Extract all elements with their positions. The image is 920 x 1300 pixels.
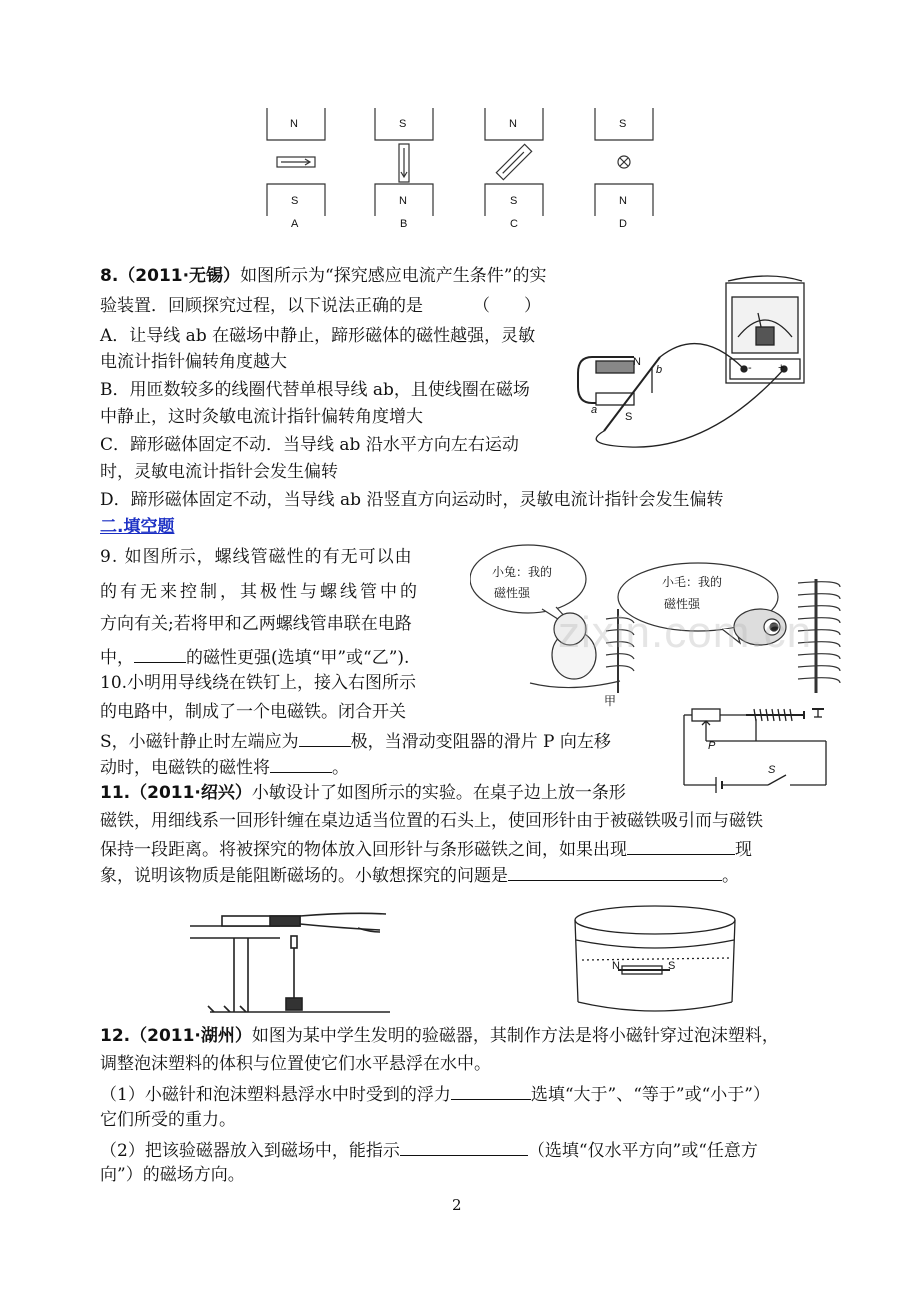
magnet-panels-figure xyxy=(255,108,675,238)
rabbit-bubble-line1: 小兔：我的 xyxy=(492,565,553,579)
q8-option-c-2: 时，灵敏电流计指针会发生偏转 xyxy=(100,462,338,482)
q12-direction-blank[interactable] xyxy=(400,1139,528,1156)
apparatus-n-label: N xyxy=(633,356,641,368)
q10-line2: 的电路中，制成了一个电磁铁。闭合开关 xyxy=(100,702,406,722)
apparatus-s-label: S xyxy=(625,411,633,423)
panel-a-bottom-pole: S xyxy=(291,195,299,207)
q12-part1-cont: 它们所受的重力。 xyxy=(100,1110,236,1130)
q10-pole-blank[interactable] xyxy=(299,730,351,747)
q12-line1: 12.（2011·湖州）如图为某中学生发明的验磁器，其制作方法是将小磁针穿过泡沫塑料， xyxy=(100,1026,779,1046)
q10-magnetism-blank[interactable] xyxy=(270,756,332,773)
panel-d-top-pole: S xyxy=(619,118,627,130)
q12-line2: 调整泡沫塑料的体积与位置使它们水平悬浮在水中。 xyxy=(100,1054,491,1074)
section-fill-in-title: 二.填空题 xyxy=(100,517,175,537)
q9-line3: 方向有关;若将甲和乙两螺线管串联在电路 xyxy=(100,614,412,634)
panel-c-bottom-pole: S xyxy=(510,195,518,207)
q8-line2: 验装置．回顾探究过程，以下说法正确的是 （ ） xyxy=(100,296,541,316)
q11-head: 11.（2011·绍兴） xyxy=(100,783,252,803)
q10-line1: 10.小明用导线绕在铁钉上，接入右图所示 xyxy=(100,673,417,693)
q10-line4: 动时，电磁铁的磁性将 。 xyxy=(100,758,349,778)
q9-line4: 中， 的磁性更强(选填“甲”或“乙”). xyxy=(100,648,410,668)
solenoid-jia-label: 甲 xyxy=(604,694,617,708)
panel-d-label: D xyxy=(619,218,627,230)
q12-buoyancy-blank[interactable] xyxy=(451,1083,531,1100)
q8-option-c-1: C．蹄形磁体固定不动．当导线 ab 沿水平方向左右运动 xyxy=(100,435,519,455)
q12-part1: （1）小磁针和泡沫塑料悬浮水中时受到的浮力 选填“大于”、“等于”或“小于”） xyxy=(100,1085,770,1105)
q11-phenomenon-blank[interactable] xyxy=(627,838,735,855)
page-number: 2 xyxy=(452,1196,462,1214)
panel-a-top-pole: N xyxy=(290,118,298,130)
watermark: zixin.com.cn xyxy=(558,608,813,657)
panel-b-bottom-pole: N xyxy=(399,195,407,207)
panel-c-label: C xyxy=(510,218,518,230)
panel-d-bottom-pole: N xyxy=(619,195,627,207)
panel-c-top-pole: N xyxy=(509,118,517,130)
rabbit-bubble-line2: 磁性强 xyxy=(494,586,531,600)
magnetometer-container-figure xyxy=(570,904,740,1016)
q9-answer-blank[interactable] xyxy=(134,646,186,663)
q9-line2: 的有无来控制，其极性与螺线管中的 xyxy=(100,582,420,602)
table-magnet-figure xyxy=(190,906,395,1016)
q8-option-a-1: A．让导线 ab 在磁场中静止，蹄形磁体的磁性越强，灵敏 xyxy=(100,326,536,346)
q8-answer-paren: （ ） xyxy=(473,296,541,316)
q12-part2-cont: 向”）的磁场方向。 xyxy=(100,1165,245,1185)
panel-a-label: A xyxy=(291,218,299,230)
q8-option-b-2: 中静止，这时灸敏电流计指针偏转角度增大 xyxy=(100,407,423,427)
q8-option-b-1: B．用匝数较多的线圈代替单根导线 ab，且使线圈在磁场 xyxy=(100,380,530,400)
q11-line4: 象，说明该物质是能阻断磁场的。小敏想探究的问题是 。 xyxy=(100,866,739,886)
mao-bubble-line2: 磁性强 xyxy=(664,597,701,611)
galvanometer-minus-label: - xyxy=(748,362,752,374)
circuit-s-label: S xyxy=(768,764,776,776)
q8-line1: 8.（2011·无锡）如图所示为“探究感应电流产生条件”的实 xyxy=(100,266,547,286)
electromagnet-circuit-figure xyxy=(676,695,836,795)
apparatus-a-label: a xyxy=(591,404,598,416)
q11-line2: 磁铁，用细线系一回形针缠在桌边适当位置的石头上，使回形针由于被磁铁吸引而与磁铁 xyxy=(100,811,763,831)
needle-s-label: S xyxy=(668,960,676,972)
galvanometer-plus-label: + xyxy=(778,362,785,374)
panel-b-label: B xyxy=(400,218,408,230)
q11-line3: 保持一段距离。将被探究的物体放入回形针与条形磁铁之间，如果出现 现 xyxy=(100,840,752,860)
q8-option-a-2: 电流计指针偏转角度越大 xyxy=(100,352,287,372)
mao-bubble-line1: 小毛：我的 xyxy=(662,575,723,589)
circuit-p-label: P xyxy=(708,740,716,752)
apparatus-b-label: b xyxy=(656,364,663,376)
q9-line1: 9. 如图所示，螺线管磁性的有无可以由 xyxy=(100,547,413,567)
q8-option-d: D．蹄形磁体固定不动，当导线 ab 沿竖直方向运动时，灵敏电流计指针会发生偏转 xyxy=(100,490,724,510)
q8-head: 8.（2011·无锡） xyxy=(100,266,241,286)
q12-part2: （2）把该验磁器放入到磁场中，能指示 （选填“仅水平方向”或“任意方 xyxy=(100,1141,758,1161)
needle-n-label: N xyxy=(612,960,620,972)
q11-line1: 11.（2011·绍兴）小敏设计了如图所示的实验。在桌子边上放一条形 xyxy=(100,783,626,803)
q10-line3: S，小磁针静止时左端应为 极，当滑动变阻器的滑片 P 向左移 xyxy=(100,732,611,752)
panel-b-top-pole: S xyxy=(399,118,407,130)
q12-head: 12.（2011·湖州） xyxy=(100,1026,252,1046)
q11-question-blank[interactable] xyxy=(508,864,722,881)
